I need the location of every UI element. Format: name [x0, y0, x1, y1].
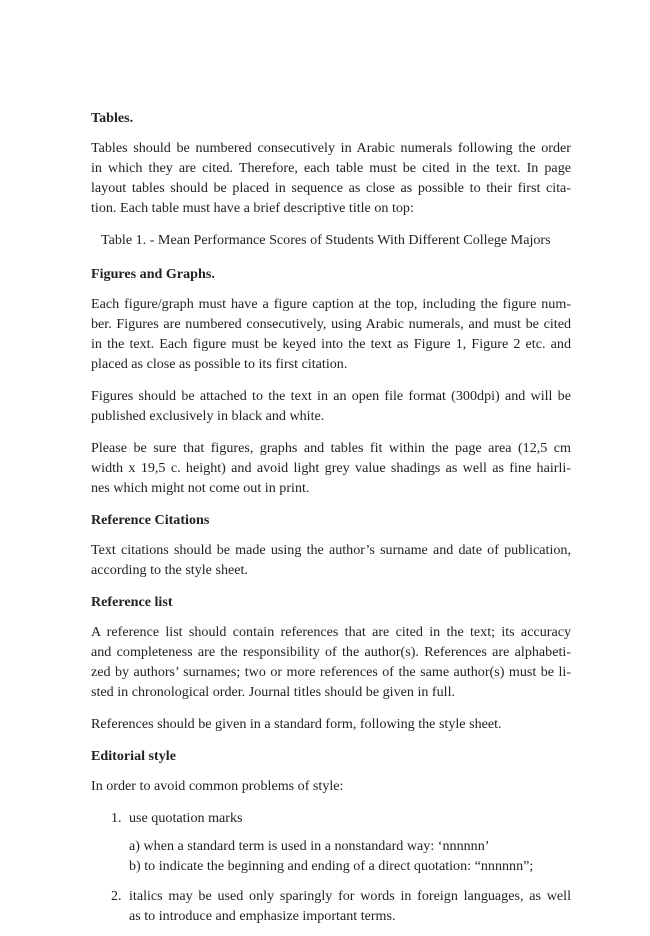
text-line: italics may be used only sparingly for words in foreign languages, as well: [129, 888, 571, 904]
text-line: placed as close as possible to its first citation.: [91, 356, 348, 372]
text-line: width x 19,5 c. height) and avoid light grey value shadings as well as fine hairli-: [91, 460, 571, 476]
text-line: Text citations should be made using the author’s surname and date of publication,: [91, 542, 571, 558]
list-item-body: [129, 886, 571, 926]
section-heading-editorial-style: Editorial style: [91, 748, 176, 764]
citations-paragraph: [91, 540, 571, 580]
text-line: zed by authors’ surnames; two or more references of the same author(s) must be li-: [91, 664, 571, 680]
document-page: [91, 108, 571, 936]
editorial-list: [91, 808, 571, 926]
text-line: Tables should be numbered consecutively in Arabic numerals following the order: [91, 140, 571, 156]
figures-paragraph-3: [91, 438, 571, 498]
section-heading-tables: Tables.: [91, 110, 134, 126]
text-line: according to the style sheet.: [91, 562, 248, 578]
text-line: Each figure/graph must have a figure caption at the top, including the figure num-: [91, 296, 571, 312]
text-line: In order to avoid common problems of style:: [91, 778, 344, 794]
list-item-body: [129, 808, 571, 876]
section-heading-figures: Figures and Graphs.: [91, 266, 215, 282]
text-line: sted in chronological order. Journal titles should be given in full.: [91, 684, 456, 700]
reference-list-paragraph-1: [91, 622, 571, 702]
text-line: and completeness are the responsibility of the author(s). References are alphabeti-: [91, 644, 571, 660]
text-line: References should be given in a standard form, following the style sheet.: [91, 716, 502, 732]
example-table-title: Table 1. - Mean Performance Scores of Students With Different College Majors: [101, 232, 551, 248]
text-line: A reference list should contain references that are cited in the text; its accuracy: [91, 624, 571, 640]
figures-paragraph-2: [91, 386, 571, 426]
figures-paragraph-1: [91, 294, 571, 374]
text-line: nes which might not come out in print.: [91, 480, 310, 496]
text-line: Please be sure that figures, graphs and tables fit within the page area (12,5 cm: [91, 440, 571, 456]
section-heading-citations: Reference Citations: [91, 512, 210, 528]
text-line: as to introduce and emphasize important terms.: [129, 908, 396, 924]
sub-list-item: b) to indicate the beginning and ending of a direct quotation: “nnnnnn”;: [129, 858, 534, 874]
sub-list: [129, 836, 571, 876]
text-line: published exclusively in black and white.: [91, 408, 325, 424]
text-line: Figures should be attached to the text in an open file format (300dpi) and will be: [91, 388, 571, 404]
text-line: layout tables should be placed in sequence as close as possible to their first cita-: [91, 180, 571, 196]
text-line: ber. Figures are numbered consecutively, using Arabic numerals, and must be cited: [91, 316, 571, 332]
list-item: [91, 808, 571, 876]
list-item-number: 2.: [111, 888, 122, 904]
reference-list-paragraph-2: [91, 714, 571, 734]
text-line: use quotation marks: [129, 810, 243, 826]
section-heading-reference-list: Reference list: [91, 594, 173, 610]
editorial-intro: [91, 776, 571, 796]
text-line: in which they are cited. Therefore, each table must be cited in the text. In page: [91, 160, 571, 176]
list-item-number: 1.: [111, 810, 122, 826]
text-line: tion. Each table must have a brief descriptive title on top:: [91, 200, 414, 216]
list-item: [91, 886, 571, 926]
text-line: in the text. Each figure must be keyed into the text as Figure 1, Figure 2 etc. and: [91, 336, 571, 352]
tables-paragraph: [91, 138, 571, 218]
sub-list-item: a) when a standard term is used in a nonstandard way: ‘nnnnnn’: [129, 838, 490, 854]
